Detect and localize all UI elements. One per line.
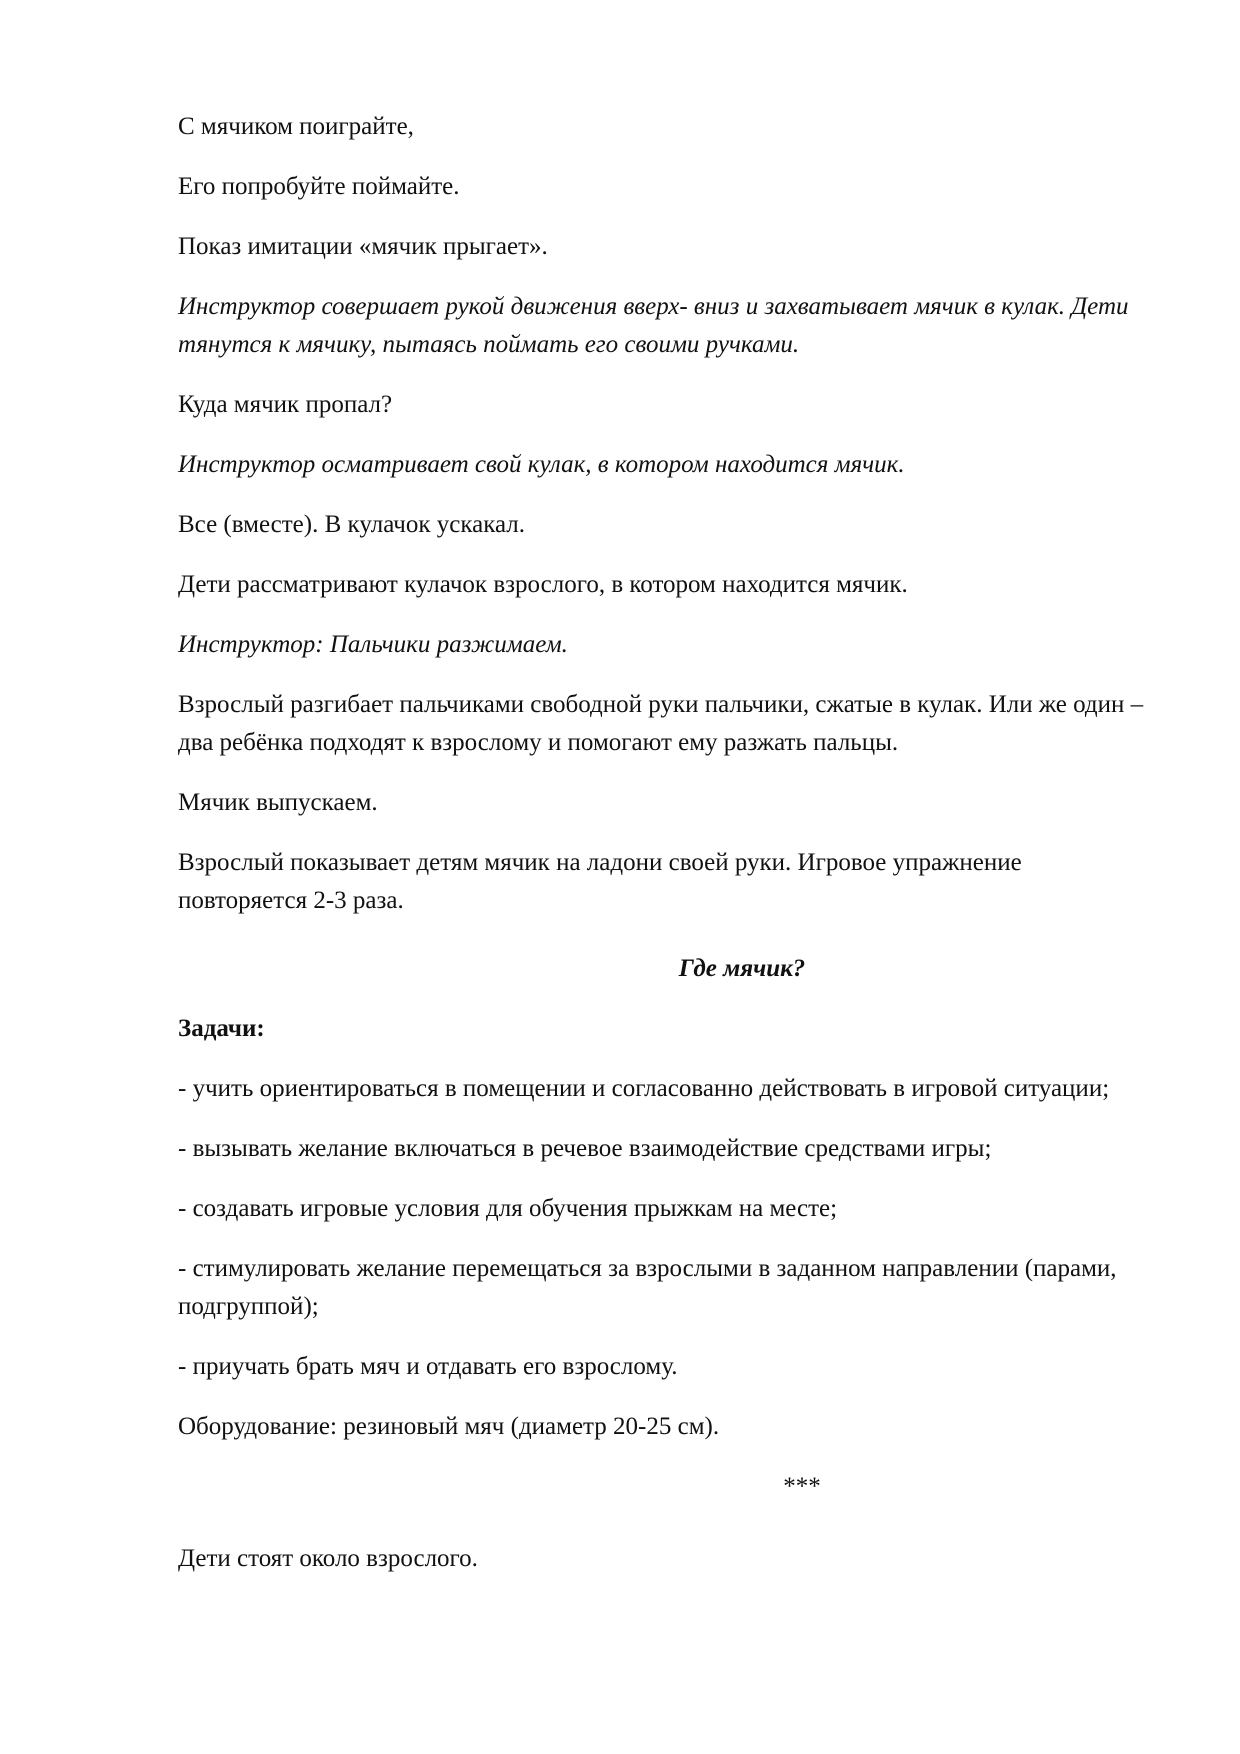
paragraph: Дети рассматривают кулачок взрослого, в котором находится мячик. <box>178 571 908 598</box>
instruction-italic: Инструктор совершает рукой движения вверх- вниз и захватывает мячик в кулак. Дети тянутся к мячику, пытаясь поймать его своими ручками. <box>178 293 1129 358</box>
paragraph: Все (вместе). В кулачок ускакал. <box>178 511 526 538</box>
paragraph: Взрослый показывает детям мячик на ладони своей руки. Игровое упражнение повторяется 2-3 раза. <box>178 849 1022 914</box>
instruction-italic: Инструктор: Пальчики разжимаем. <box>178 631 568 658</box>
task-item: - стимулировать желание перемещаться за взрослыми в заданном направлении (парами, подгруппой); <box>178 1255 1117 1320</box>
instruction-italic: Инструктор осматривает свой кулак, в котором находится мячик. <box>178 451 905 478</box>
task-item: - создавать игровые условия для обучения прыжкам на месте; <box>178 1195 838 1222</box>
paragraph: Мячик выпускаем. <box>178 789 378 816</box>
paragraph: Показ имитации «мячик прыгает». <box>178 233 548 260</box>
equipment-line: Оборудование: резиновый мяч (диаметр 20-25 см). <box>178 1413 720 1440</box>
verse-line: Его попробуйте поймайте. <box>178 173 460 200</box>
task-item: - приучать брать мяч и отдавать его взрослому. <box>178 1353 678 1380</box>
page-content <box>178 108 1156 1600</box>
paragraph: Куда мячик пропал? <box>178 391 393 418</box>
task-item: - вызывать желание включаться в речевое взаимодействие средствами игры; <box>178 1135 992 1162</box>
verse-line: С мячиком поиграйте, <box>178 113 414 140</box>
section-heading: Где мячик? <box>678 955 806 982</box>
section-separator: *** <box>783 1473 821 1500</box>
paragraph: Дети стоят около взрослого. <box>178 1545 478 1572</box>
task-item: - учить ориентироваться в помещении и согласованно действовать в игровой ситуации; <box>178 1075 1110 1102</box>
tasks-label: Задачи: <box>178 1015 265 1042</box>
paragraph: Взрослый разгибает пальчиками свободной руки пальчики, сжатые в кулак. Или же один – два ребёнка подходят к взрослому и помогают ему разжать пальцы. <box>178 691 1144 756</box>
